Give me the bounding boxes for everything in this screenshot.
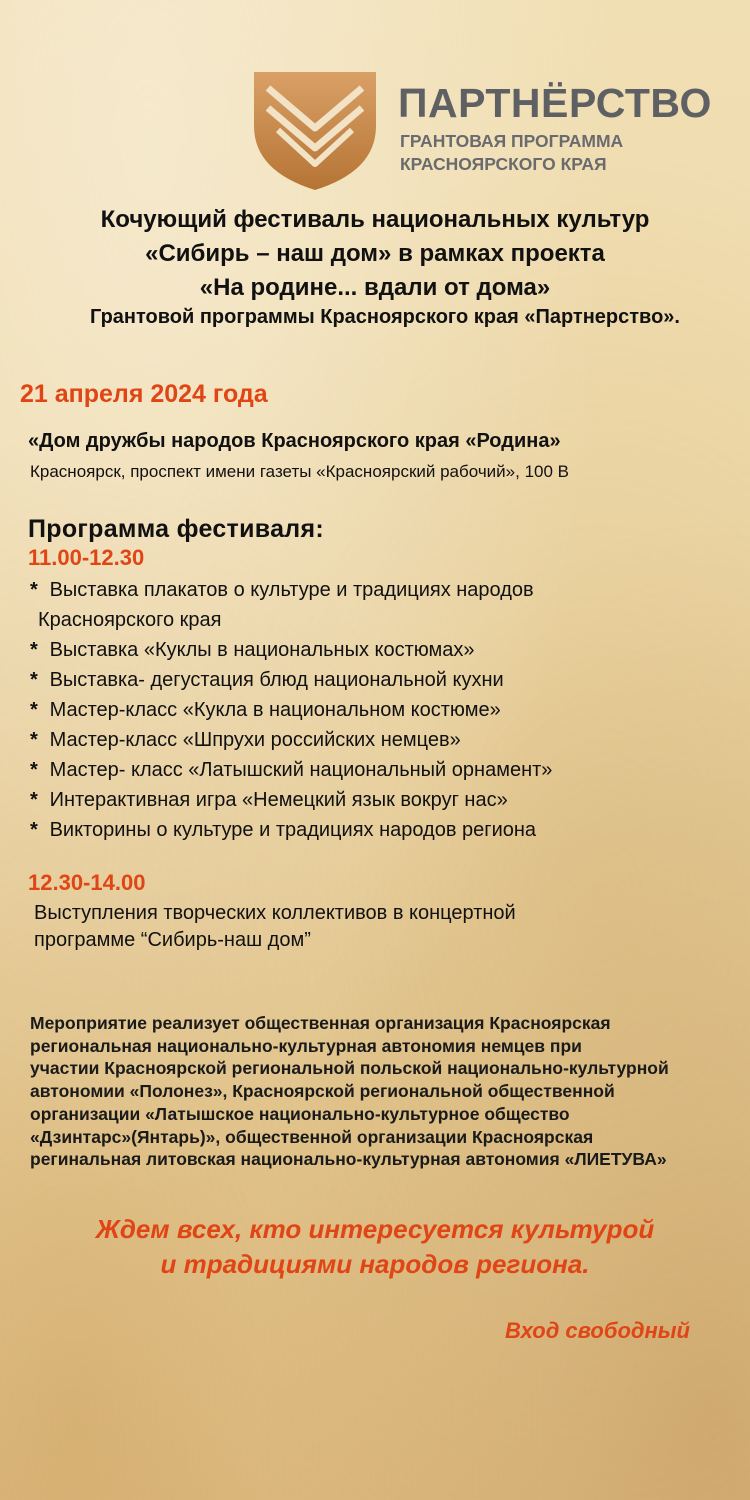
invitation xyxy=(0,1212,750,1282)
asterisk-bullet-icon: * xyxy=(30,669,38,691)
free-entry-note: Вход свободный xyxy=(504,1318,690,1343)
asterisk-bullet-icon: * xyxy=(30,819,38,841)
festival-heading-line4: Грантовой программы Красноярского края «Партнерство». xyxy=(90,306,680,328)
list-item: * Интерактивная игра «Немецкий язык вокруг нас» xyxy=(30,785,730,815)
invitation-line1: Ждем всех, кто интересуется культурой xyxy=(95,1214,655,1244)
list-item: * Мастер-класс «Шпрухи российских немцев» xyxy=(30,725,730,755)
program-time-slot2: 12.30-14.00 xyxy=(28,870,146,895)
program-title: Программа фестиваля: xyxy=(28,515,324,543)
asterisk-bullet-icon: * xyxy=(30,579,38,601)
asterisk-bullet-icon: * xyxy=(30,639,38,661)
event-address: Красноярск, проспект имени газеты «Красноярский рабочий», 100 В xyxy=(30,462,569,481)
program-items-list xyxy=(30,575,730,845)
concert-description-line2: программе “Сибирь-наш дом” xyxy=(34,929,311,951)
organizers-line: автономии «Полонез», Красноярской региональной общественной xyxy=(30,1081,615,1102)
program-time-slot1: 11.00-12.30 xyxy=(28,545,145,570)
organizers-line: Мероприятие реализует общественная организация Красноярская xyxy=(30,1013,611,1033)
festival-heading-line2: «Сибирь – наш дом» в рамках проекта xyxy=(145,240,605,267)
list-item: * Мастер- класс «Латышский национальный орнамент» xyxy=(30,755,730,785)
invitation-line2: и традициями народов региона. xyxy=(160,1249,590,1279)
list-item: Красноярского края xyxy=(38,609,222,631)
festival-heading-line3: «На родине... вдали от дома» xyxy=(199,274,551,301)
logo-title: ПАРТНЁРСТВО xyxy=(398,80,712,126)
asterisk-bullet-icon: * xyxy=(30,729,38,751)
list-item: * Выставка «Куклы в национальных костюмах» xyxy=(30,635,730,665)
asterisk-bullet-icon: * xyxy=(30,759,38,781)
organizers-line: организации «Латышское национально-культурное общество xyxy=(30,1103,570,1124)
concert-description-line1: Выступления творческих коллективов в концертной xyxy=(34,902,516,924)
partnership-chevron-logo-icon xyxy=(250,66,380,194)
asterisk-bullet-icon: * xyxy=(30,699,38,721)
organizers-line: регинальная литовская национально-культурная автономия «ЛИЕТУВА» xyxy=(30,1149,667,1170)
list-item: * Мастер-класс «Кукла в национальном костюме» xyxy=(30,695,730,725)
festival-heading-line1: Кочующий фестиваль национальных культур xyxy=(100,206,650,233)
logo-subtitle-line1: ГРАНТОВАЯ ПРОГРАММА xyxy=(400,131,624,151)
organizers-line: региональная национально-культурная автономия немцев при xyxy=(30,1035,582,1056)
organizers-line: участии Красноярской региональной польской национально-культурной xyxy=(30,1058,669,1079)
event-date: 21 апреля 2024 года xyxy=(20,380,268,408)
concert-description xyxy=(34,900,516,954)
organizers-line: «Дзинтарс»(Янтарь)», общественной организации Красноярская xyxy=(30,1126,594,1147)
organizers-paragraph xyxy=(30,1012,669,1171)
event-venue: «Дом дружбы народов Красноярского края «Родина» xyxy=(28,430,561,452)
logo-subtitle-line2: КРАСНОЯРСКОГО КРАЯ xyxy=(400,154,607,174)
partnership-logo xyxy=(250,66,712,196)
list-item: * Викторины о культуре и традициях народов региона xyxy=(30,815,730,845)
list-item: * Выставка плакатов о культуре и традициях народов xyxy=(30,575,730,605)
list-item: * Выставка- дегустация блюд национальной кухни xyxy=(30,665,730,695)
asterisk-bullet-icon: * xyxy=(30,789,38,811)
